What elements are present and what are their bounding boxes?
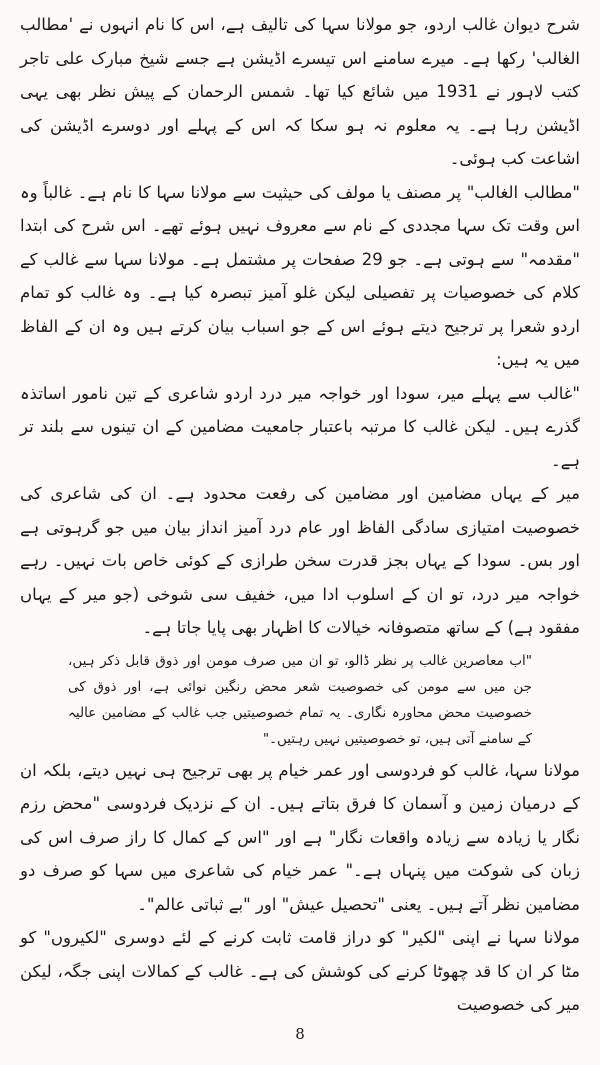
page-number: 8	[295, 1025, 305, 1043]
paragraph-intro: شرح دیوان غالب اردو، جو مولانا سہا کی تالیف ہے، اس کا نام انہوں نے 'مطالب الغالب' رکھا ہے۔ میرے سامنے اس تیسرے اڈیشن ہے جسے شیخ مبارک علی تاجر کتب لاہور نے 1931 میں شائع کیا تھا۔ شمس الرحمان کے پیش نظر بھی یہی اڈیشن رہا ہے۔ یہ معلوم نہ ہو سکا کہ اس کے پہلے اور دوسرے اڈیشن کی اشاعت کب ہوئی۔	[20, 15, 580, 168]
paragraph-matalib: "مطالب الغالب" پر مصنف یا مولف کی حیثیت سے مولانا سہا کا نام ہے۔ غالباً وہ اس وقت تک سہا مجددی کے نام سے معروف نہیں ہوئے تھے۔ اس شرح کی ابتدا "مقدمہ" سے ہوتی ہے۔ جو 29 صفحات پر مشتمل ہے۔ مولانا سہا سے غالب کے کلام کی خصوصیات پر تفصیلی لیکن غلو آمیز تبصرہ کیا ہے۔ وہ غالب کو تمام اردو شعرا پر ترجیح دیتے ہوئے اس کے جو اسباب بیان کرتے ہیں وہ ان کے الفاظ میں یہ ہیں:	[20, 182, 581, 369]
paragraph-lakeer: مولانا سہا نے اپنی "لکیر" کو دراز قامت ثابت کرنے کے لئے دوسری "لکیروں" کو مٹا کر ان کا قد چھوٹا کرنے کی کوشش کی ہے۔ غالب کے کمالات اپنی جگہ، لیکن میر کی خصوصیت	[20, 928, 580, 1014]
body-text	[20, 8, 580, 1022]
block-quote: "اب معاصرین غالب پر نظر ڈالو، تو ان میں صرف مومن اور ذوق قابل ذکر ہیں، جن میں سے مومن کی خصوصیت شعر محض رنگین نوائی ہے، اور ذوق کی خصوصیت محض محاورہ نگاری۔ یہ تمام خصوصیتیں جب غالب کے مضامین عالیہ کے سامنے آتی ہیں، تو خصوصیتیں نہیں رہتیں۔"	[68, 652, 532, 747]
paragraph-mir: میر کے یہاں مضامین اور مضامین کی رفعت محدود ہے۔ ان کی شاعری کی خصوصیت امتیازی سادگی الفاظ اور عام درد آمیز انداز بیان میں جو گرہوتی ہے اور بس۔ سودا کے یہاں بجز قدرت سخن طرازی کے کوئی خاص بات نہیں۔ رہے خواجہ میر درد، تو ان کے اسلوب ادا میں، خفیف سی شوخی (جو میر کے یہاں مفقود ہے) کے ساتھ متصوفانہ خیالات کا اظہار بھی پایا جاتا ہے۔	[20, 484, 580, 637]
paragraph-ghalib-quote: "غالب سے پہلے میر، سودا اور خواجہ میر درد اردو شاعری کے تین نامور اساتذہ گذرے ہیں۔ لیکن غالب کا مرتبہ باعتبار جامعیت مضامین کے ان تینوں سے بلند تر ہے۔	[20, 383, 580, 470]
paragraph-firdausi: مولانا سہا، غالب کو فردوسی اور عمر خیام پر بھی ترجیح ہی نہیں دیتے، بلکہ ان کے درمیان زمین و آسمان کا فرق بتاتے ہیں۔ ان کے نزدیک فردوسی "محض رزم نگار یا زیادہ سے زیادہ واقعات نگار" ہے اور "اس کے کمال کا راز صرف اس کی زبان کی شوکت میں پنہاں ہے۔" عمر خیام کی شاعری میں سہا کو صرف دو مضامین نظر آتے ہیں۔ یعنی "تحصیل عیش" اور "بے ثباتی عالم"۔	[20, 760, 580, 914]
